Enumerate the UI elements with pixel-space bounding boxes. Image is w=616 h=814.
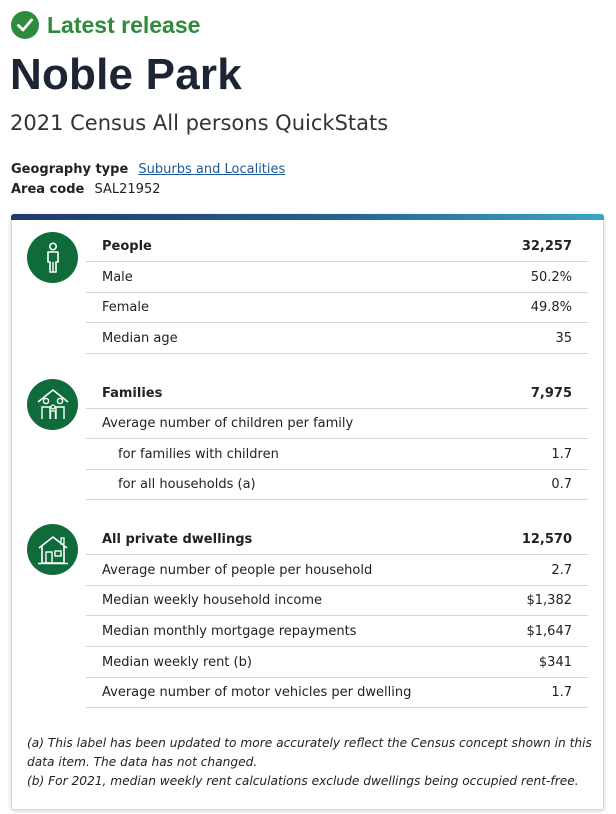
geography-link[interactable]: Suburbs and Localities: [138, 162, 286, 177]
page-title: Noble Park: [10, 50, 242, 99]
row-label: Female: [102, 300, 150, 315]
latest-release-badge: [11, 10, 200, 40]
area-label: Area code: [11, 182, 85, 197]
row-value: 2.7: [551, 563, 572, 578]
footnote-a: (a) This label has been updated to more accurately reflect the Census concept shown in this data item. The data has not changed.: [27, 736, 592, 769]
person-icon: [27, 232, 78, 283]
row-label: Male: [102, 270, 133, 285]
footnotes: [27, 734, 592, 791]
row-people-per-household: [86, 556, 588, 586]
row-all-households: [86, 470, 588, 500]
row-value: 7,975: [530, 386, 572, 401]
row-people: [86, 232, 588, 262]
geography-type: [11, 162, 285, 177]
row-private-dwellings: [86, 525, 588, 555]
row-value: 0.7: [551, 477, 572, 492]
row-value: $341: [538, 655, 572, 670]
row-label: All private dwellings: [102, 532, 253, 547]
row-label: Median age: [102, 331, 178, 346]
row-value: 32,257: [521, 239, 572, 254]
row-value: 1.7: [551, 685, 572, 700]
area-code: [11, 182, 160, 197]
row-female: [86, 293, 588, 323]
row-label: People: [102, 239, 152, 254]
row-label: Average number of children per family: [102, 416, 354, 431]
geography-label: Geography type: [11, 162, 129, 177]
row-label: Median weekly household income: [102, 593, 323, 608]
row-motor-vehicles: [86, 678, 588, 708]
row-avg-children: [86, 409, 588, 439]
row-families: [86, 379, 588, 409]
row-mortgage: [86, 617, 588, 647]
area-value: SAL21952: [94, 182, 161, 197]
row-label: Median monthly mortgage repayments: [102, 624, 357, 639]
row-label: for families with children: [118, 447, 279, 462]
row-weekly-rent: [86, 648, 588, 678]
row-value: 50.2%: [530, 270, 572, 285]
row-value: 35: [555, 331, 572, 346]
page-subtitle: 2021 Census All persons QuickStats: [10, 111, 389, 135]
row-household-income: [86, 586, 588, 616]
row-value: 1.7: [551, 447, 572, 462]
release-label: Latest release: [47, 11, 201, 38]
row-value: 12,570: [521, 532, 572, 547]
check-circle-icon: [11, 11, 39, 39]
row-value: $1,382: [526, 593, 572, 608]
card-top-bar: [11, 214, 604, 220]
row-label: Average number of motor vehicles per dwelling: [102, 685, 412, 700]
row-families-with-children: [86, 440, 588, 470]
row-label: Average number of people per household: [102, 563, 373, 578]
row-label: Families: [102, 386, 163, 401]
row-value: 49.8%: [530, 300, 572, 315]
row-label: for all households (a): [118, 477, 256, 492]
house-icon: [27, 524, 78, 575]
quickstats-card: [11, 214, 604, 810]
footnote-b: (b) For 2021, median weekly rent calculations exclude dwellings being occupied rent-free.: [27, 774, 579, 788]
row-median-age: [86, 324, 588, 354]
family-icon: [27, 379, 78, 430]
row-value: $1,647: [526, 624, 572, 639]
row-label: Median weekly rent (b): [102, 655, 252, 670]
row-male: [86, 263, 588, 293]
